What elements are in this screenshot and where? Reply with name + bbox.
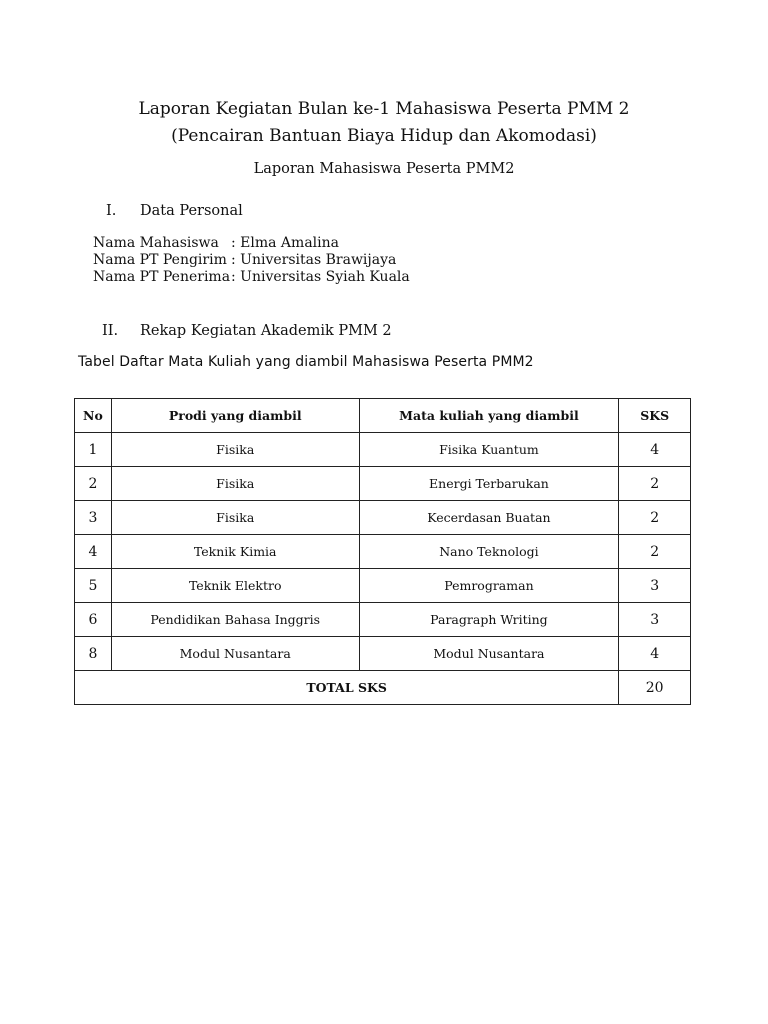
personal-data-row bbox=[93, 252, 396, 269]
section-number: II. bbox=[102, 323, 119, 339]
personal-data-label: Nama PT Pengirim bbox=[93, 252, 227, 268]
header-no: No bbox=[75, 399, 112, 433]
cell-no: 4 bbox=[75, 535, 112, 569]
cell-sks: 3 bbox=[619, 569, 691, 603]
cell-prodi: Teknik Elektro bbox=[111, 569, 359, 603]
personal-data-value: : Universitas Brawijaya bbox=[231, 252, 397, 268]
section-title: Data Personal bbox=[140, 203, 243, 219]
table-row bbox=[75, 501, 691, 535]
cell-sks: 2 bbox=[619, 535, 691, 569]
cell-prodi: Fisika bbox=[111, 433, 359, 467]
cell-no: 1 bbox=[75, 433, 112, 467]
table-header-row bbox=[75, 399, 691, 433]
cell-sks: 4 bbox=[619, 433, 691, 467]
personal-data-value: : Elma Amalina bbox=[231, 235, 339, 251]
section-heading-rekap-akademik bbox=[102, 322, 392, 340]
cell-prodi: Teknik Kimia bbox=[111, 535, 359, 569]
cell-mata-kuliah: Pemrograman bbox=[359, 569, 619, 603]
section-title: Rekap Kegiatan Akademik PMM 2 bbox=[140, 323, 392, 339]
cell-mata-kuliah: Nano Teknologi bbox=[359, 535, 619, 569]
cell-no: 5 bbox=[75, 569, 112, 603]
cell-prodi: Pendidikan Bahasa Inggris bbox=[111, 603, 359, 637]
personal-data-value: : Universitas Syiah Kuala bbox=[231, 269, 410, 285]
report-title: Laporan Kegiatan Bulan ke-1 Mahasiswa Peserta PMM 2 bbox=[138, 99, 630, 119]
cell-sks: 3 bbox=[619, 603, 691, 637]
cell-mata-kuliah: Energi Terbarukan bbox=[359, 467, 619, 501]
header-sks: SKS bbox=[619, 399, 691, 433]
table-row bbox=[75, 535, 691, 569]
cell-mata-kuliah: Modul Nusantara bbox=[359, 637, 619, 671]
cell-prodi: Fisika bbox=[111, 501, 359, 535]
header-mata-kuliah: Mata kuliah yang diambil bbox=[359, 399, 619, 433]
cell-mata-kuliah: Fisika Kuantum bbox=[359, 433, 619, 467]
report-subtitle: Laporan Mahasiswa Peserta PMM2 bbox=[253, 161, 515, 177]
cell-prodi: Fisika bbox=[111, 467, 359, 501]
table-row bbox=[75, 467, 691, 501]
cell-no: 8 bbox=[75, 637, 112, 671]
header-prodi: Prodi yang diambil bbox=[111, 399, 359, 433]
cell-sks: 2 bbox=[619, 467, 691, 501]
section-number: I. bbox=[106, 203, 117, 219]
total-sks-label: TOTAL SKS bbox=[75, 671, 619, 705]
total-sks-value: 20 bbox=[619, 671, 691, 705]
cell-mata-kuliah: Kecerdasan Buatan bbox=[359, 501, 619, 535]
personal-data-row bbox=[93, 235, 339, 252]
table-row bbox=[75, 569, 691, 603]
cell-no: 3 bbox=[75, 501, 112, 535]
cell-no: 2 bbox=[75, 467, 112, 501]
course-table bbox=[74, 398, 691, 705]
table-row bbox=[75, 603, 691, 637]
table-row bbox=[75, 433, 691, 467]
personal-data-label: Nama Mahasiswa bbox=[93, 235, 219, 251]
table-total-row bbox=[75, 671, 691, 705]
personal-data-label: Nama PT Penerima bbox=[93, 269, 231, 285]
cell-mata-kuliah: Paragraph Writing bbox=[359, 603, 619, 637]
cell-sks: 2 bbox=[619, 501, 691, 535]
table-caption: Tabel Daftar Mata Kuliah yang diambil Mahasiswa Peserta PMM2 bbox=[78, 354, 534, 370]
cell-no: 6 bbox=[75, 603, 112, 637]
report-title-subline: (Pencairan Bantuan Biaya Hidup dan Akomodasi) bbox=[171, 126, 597, 146]
personal-data-row bbox=[93, 269, 410, 286]
cell-prodi: Modul Nusantara bbox=[111, 637, 359, 671]
cell-sks: 4 bbox=[619, 637, 691, 671]
table-row bbox=[75, 637, 691, 671]
section-heading-data-personal bbox=[106, 202, 243, 220]
